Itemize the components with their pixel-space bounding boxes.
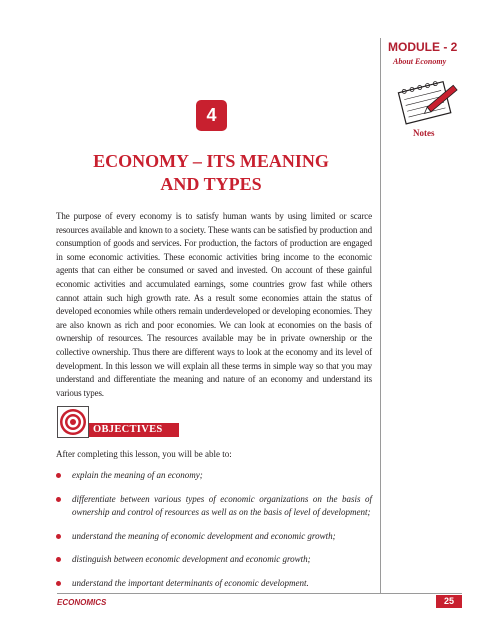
- bullet-icon: [56, 557, 61, 562]
- notes-label: Notes: [413, 128, 435, 138]
- chapter-title-line-2: AND TYPES: [160, 174, 262, 194]
- chapter-title-line-1: ECONOMY – ITS MEANING: [93, 151, 329, 171]
- bullet-icon: [56, 473, 61, 478]
- bullet-icon: [56, 581, 61, 586]
- chapter-title: [50, 150, 372, 196]
- margin-divider: [380, 38, 381, 593]
- objective-text: understand the meaning of economic development and economic growth;: [72, 530, 336, 541]
- objective-text: differentiate between various types of economic organizations on the basis of ownership and control of resources as well as on the basis of level of development;: [72, 493, 372, 517]
- bullet-icon: [56, 534, 61, 539]
- module-subtitle: About Economy: [393, 57, 447, 66]
- intro-paragraph: The purpose of every economy is to satisfy human wants by using limited or scarce resources available and known to a society. These wants can be satisfied by production and consumption of goods and services. For production, the factors of production are engaged in some economic activities. These economic activities bring income to the economic agents that can either be consumed or saved and invested. On account of these gainful economic activities and accumulated earnings, some countries grow fast while others cannot attain such high growth rate. As a result some economies attain the status of developed economies while others remain underdeveloped or developing economies. They are also known as rich and poor economies. We can look at economies on the basis of ownership of resources. The resources available may be in private ownership or the collective ownership. Thus there are different ways to look at the economy and its level of development. In this lesson we will explain all these terms in simple way so that you may understand and differentiate the meaning and nature of an economy and understand its various types.: [56, 211, 372, 398]
- list-item: [56, 493, 372, 520]
- list-item: [56, 469, 372, 483]
- module-title: MODULE - 2: [388, 40, 458, 54]
- chapter-number-badge: 4: [196, 100, 227, 131]
- objective-text: explain the meaning of an economy;: [72, 470, 203, 480]
- objective-text: distinguish between economic development and economic growth;: [72, 554, 311, 564]
- objective-text: understand the important determinants of economic development.: [72, 577, 309, 588]
- objectives-lead: After completing this lesson, you will be able to:: [56, 449, 232, 459]
- page-number: 25: [436, 595, 462, 608]
- footer-subject: ECONOMICS: [57, 598, 107, 607]
- objectives-list: [56, 469, 372, 600]
- notepad-with-pen-icon: [392, 78, 464, 126]
- bullet-icon: [56, 497, 61, 502]
- footer-divider: [57, 593, 462, 594]
- target-icon: [57, 406, 89, 438]
- objectives-heading: OBJECTIVES: [89, 423, 179, 437]
- list-item: [56, 577, 372, 591]
- list-item: [56, 553, 372, 567]
- list-item: [56, 530, 372, 544]
